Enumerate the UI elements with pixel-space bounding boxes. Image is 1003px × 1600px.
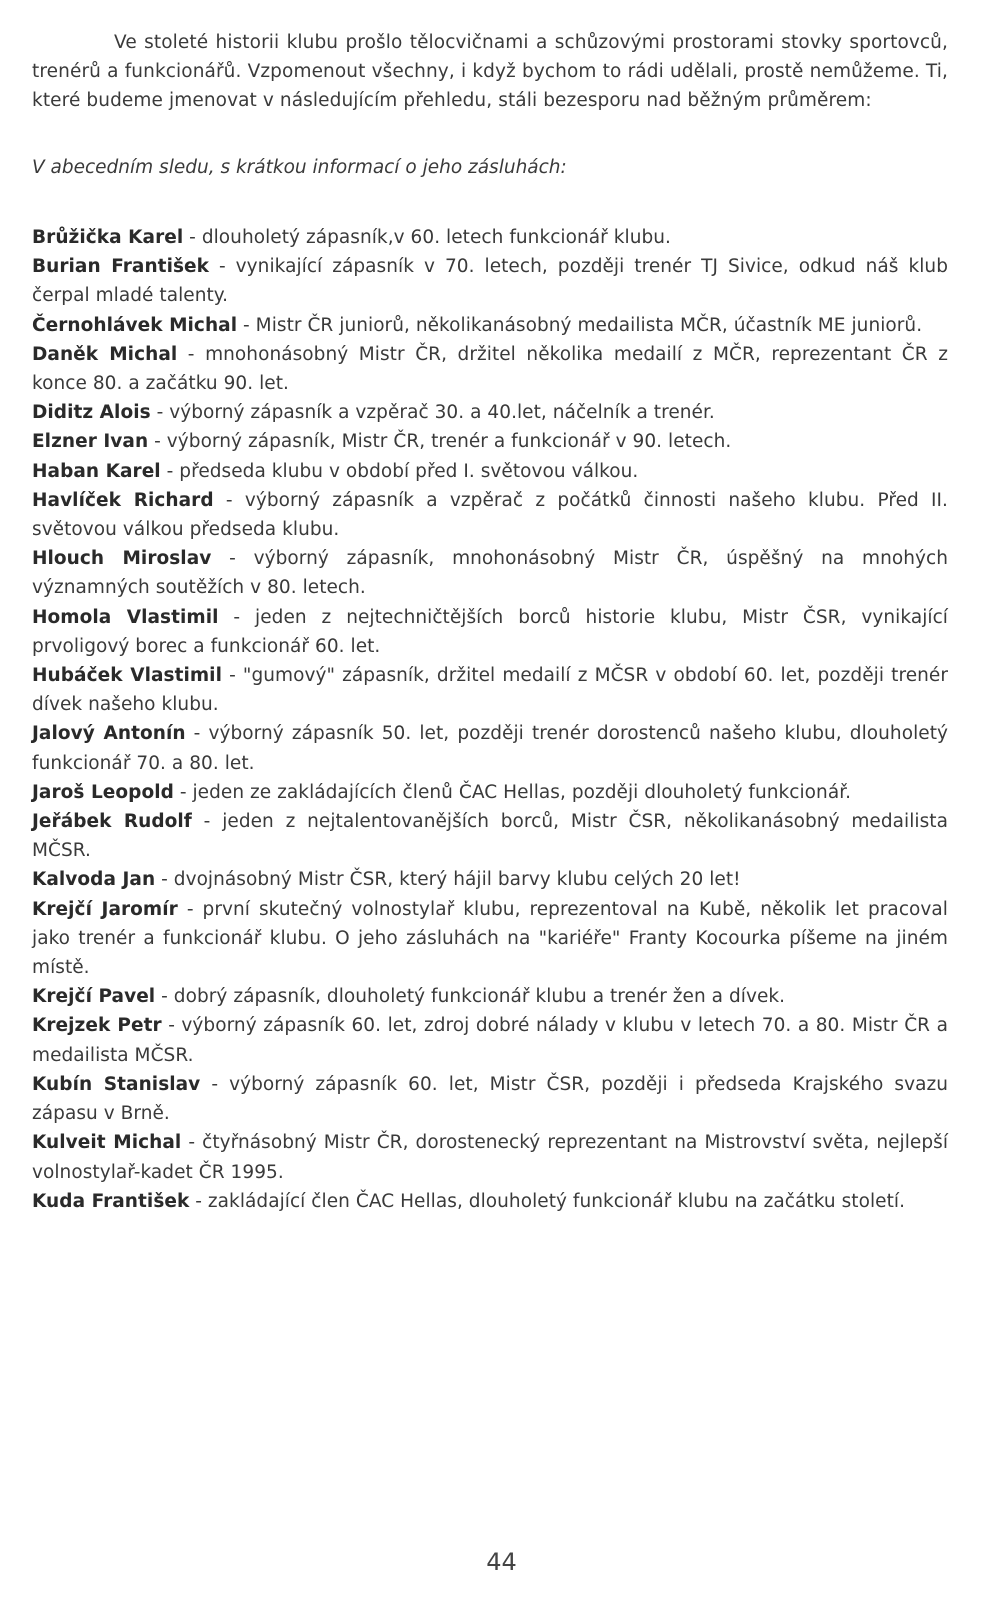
member-name: Jaroš Leopold (32, 781, 174, 803)
member-description: - dvojnásobný Mistr ČSR, který hájil barvy klubu celých 20 let! (155, 869, 741, 891)
member-name: Burian František (32, 256, 209, 278)
member-name: Krejčí Jaromír (32, 898, 178, 920)
member-name: Kubín Stanislav (32, 1073, 201, 1095)
list-item (32, 486, 948, 544)
member-description: - čtyřnásobný Mistr ČR, dorostenecký reprezentant na Mistrovství světa, nejlepší volnostylař-kadet ČR 1995. (32, 1132, 949, 1183)
member-description: - první skutečný volnostylař klubu, reprezentoval na Kubě, několik let pracoval jako trenér a funkcionář klubu. O jeho zásluhách na "kariéře" Franty Kocourka píšeme na jiném místě. (32, 898, 948, 979)
member-description: - výborný zápasník 60. let, zdroj dobré nálady v klubu v letech 70. a 80. Mistr ČR a medailista MČSR. (32, 1015, 948, 1066)
member-name: Havlíček Richard (32, 489, 214, 511)
list-item (32, 807, 948, 865)
member-name: Daněk Michal (32, 343, 178, 365)
list-item (32, 544, 948, 602)
member-description: - jeden ze zakládajících členů ČAC Hellas, později dlouholetý funkcionář. (173, 781, 852, 803)
member-name: Kulveit Michal (32, 1132, 182, 1154)
member-name: Krejčí Pavel (32, 986, 156, 1008)
list-subtitle: V abecedním sledu, s krátkou informací o jeho zásluhách: (32, 157, 567, 178)
member-description: - výborný zápasník 50. let, později trenér dorostenců našeho klubu, dlouholetý funkcionář 70. a 80. let. (32, 723, 949, 774)
member-description: - výborný zápasník a vzpěrač 30. a 40.let, náčelník a trenér. (150, 402, 715, 424)
member-name: Brůžička Karel (32, 227, 184, 248)
member-description: - Mistr ČR juniorů, několikanásobný medailista MČR, účastník ME juniorů. (237, 314, 923, 336)
list-item (32, 252, 948, 310)
member-name: Černohlávek Michal (32, 314, 238, 336)
member-name: Jalový Antonín (32, 723, 186, 745)
member-description: - výborný zápasník 60. let, Mistr ČSR, později i předseda Krajského svazu zápasu v Brně. (32, 1073, 948, 1125)
list-item (32, 340, 948, 398)
member-description: - jeden z nejtalentovanějších borců, Mistr ČSR, několikanásobný medailista MČSR. (32, 811, 948, 862)
member-list (32, 223, 948, 1216)
member-description: - dlouholetý zápasník,v 60. letech funkcionář klubu. (183, 227, 671, 248)
member-description: - výborný zápasník, Mistr ČR, trenér a funkcionář v 90. letech. (148, 431, 732, 453)
document-page (32, 28, 948, 1216)
list-item (32, 457, 948, 486)
member-name: Haban Karel (32, 460, 161, 482)
member-description: - výborný zápasník a vzpěrač z počátků činnosti našeho klubu. Před II. světovou válkou předseda klubu. (32, 489, 948, 541)
member-description: - výborný zápasník, mnohonásobný Mistr ČR, úspěšný na mnohých významných soutěžích v 80. letech. (32, 548, 948, 599)
intro-paragraph: Ve stoleté historii klubu prošlo tělocvičnami a schůzovými prostorami stovky sportovců, trenérů a funkcionářů. Vzpomenout všechny, i když bychom to rádi udělali, prostě nemůžeme. Ti, které budeme jmenovat v následujícím přehledu, stáli bezesporu nad běžným průměrem: (32, 32, 948, 111)
member-description: - vynikající zápasník v 70. letech, později trenér TJ Sivice, odkud náš klub čerpal mladé talenty. (32, 256, 948, 307)
list-item (32, 223, 948, 252)
member-description: - dobrý zápasník, dlouholetý funkcionář klubu a trenér žen a dívek. (155, 986, 786, 1008)
member-name: Hubáček Vlastimil (32, 665, 222, 687)
list-item (32, 895, 948, 983)
list-item (32, 719, 948, 777)
list-item (32, 398, 948, 427)
list-item (32, 865, 948, 894)
list-item (32, 1128, 948, 1186)
list-item (32, 427, 948, 456)
member-description: - "gumový" zápasník, držitel medailí z MČSR v období 60. let, později trenér dívek našeho klubu. (32, 665, 948, 716)
list-item (32, 982, 948, 1011)
member-name: Kalvoda Jan (32, 869, 156, 891)
member-name: Diditz Alois (32, 402, 151, 424)
member-name: Elzner Ivan (32, 431, 149, 453)
list-item (32, 603, 948, 661)
member-name: Kuda František (32, 1190, 190, 1212)
member-description: - zakládající člen ČAC Hellas, dlouholetý funkcionář klubu na začátku století. (189, 1190, 906, 1212)
list-item (32, 311, 948, 340)
member-name: Jeřábek Rudolf (32, 811, 192, 833)
member-description: - jeden z nejtechničtějších borců historie klubu, Mistr ČSR, vynikající prvoligový borec a funkcionář 60. let. (32, 606, 948, 657)
member-description: - mnohonásobný Mistr ČR, držitel několika medailí z MČR, reprezentant ČR z konce 80. a začátku 90. let. (32, 343, 948, 395)
member-name: Homola Vlastimil (32, 606, 219, 628)
list-item (32, 1070, 948, 1128)
member-name: Hlouch Miroslav (32, 548, 212, 570)
list-item (32, 661, 948, 719)
list-item (32, 1011, 948, 1069)
member-description: - předseda klubu v období před I. světovou válkou. (160, 460, 639, 482)
page-number: 44 (486, 1548, 517, 1576)
member-name: Krejzek Petr (32, 1015, 162, 1037)
list-item (32, 778, 948, 807)
list-item (32, 1187, 948, 1216)
